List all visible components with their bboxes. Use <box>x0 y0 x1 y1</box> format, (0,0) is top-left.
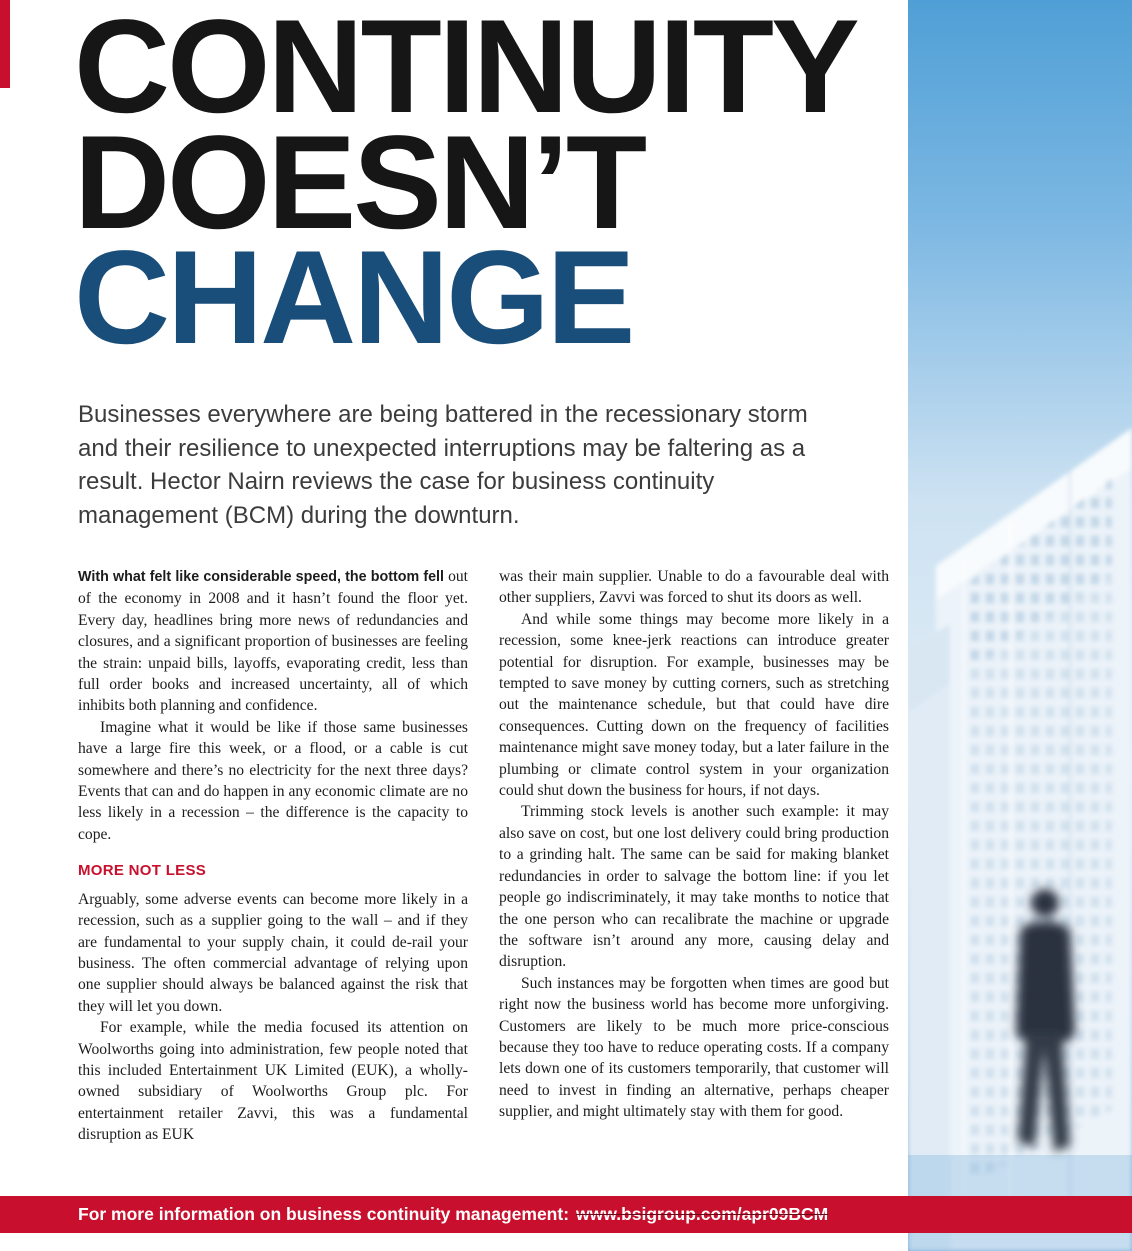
paragraph: was their main supplier. Unable to do a favourable deal with other suppliers, Zavvi was forced to shut its doors as well. <box>499 568 889 607</box>
footer-banner <box>0 1196 1132 1233</box>
paragraph: Such instances may be forgotten when times are good but right now the business world has become more unforgiving. Customers are likely to be much more price-conscious because they too have to reduce operating costs. If a company lets down one of its customers temporarily, that customer will need to invest in finding an alternative, perhaps cheaper supplier, and might ultimately stay with them for good. <box>499 974 889 1121</box>
headline-line-3: CHANGE <box>74 224 633 373</box>
lead-in-bold: With what felt like considerable speed, the bottom fell <box>78 569 444 585</box>
article-columns <box>78 566 890 1146</box>
paragraph <box>78 566 468 717</box>
paragraph: Imagine what it would be like if those same businesses have a large fire this week, or a flood, or a cable is cut somewhere and there’s no electricity for the next three days? Events that can and do happen in any economic climate are no less likely in a recession – the difference is the capacity to cope. <box>78 718 468 843</box>
paragraph: Trimming stock levels is another such example: it may also save on cost, but one lost delivery could bring production to a grinding halt. The same can be said for making blanket redundancies in order to salvage the bottom line: if you let people go indiscriminately, it may take months to notice that the one person who can recalibrate the machine or upgrade the software isn’t around any more, causing delay and disruption. <box>499 803 889 971</box>
city-photo <box>908 0 1132 1251</box>
right-column <box>499 566 889 1146</box>
page-title <box>74 0 857 373</box>
paragraph: And while some things may become more likely in a recession, some knee-jerk reactions can introduce greater potential for disruption. For example, businesses may be tempted to save money by cutting corners, such as stretching out the maintenance schedule, but that could have dire consequences. Cutting down on the frequency of facilities maintenance might save money today, but a later failure in the plumbing or climate control system in your organization could shut down the business for hours, if not days. <box>499 610 889 800</box>
section-subhead: MORE NOT LESS <box>78 862 207 880</box>
left-column <box>78 566 468 1146</box>
standfirst: Businesses everywhere are being battered in the recessionary storm and their resilience to unexpected interruptions may be faltering as a result. Hector Nairn reviews the case for business continuity management (BCM) during the downturn. <box>78 401 808 529</box>
footer-link[interactable]: www.bsigroup.com/apr09BCM <box>576 1204 829 1224</box>
headline-line-2: DOESN’T <box>74 108 645 257</box>
paragraph: Arguably, some adverse events can become more likely in a recession, such as a supplier going to the wall – and if they are fundamental to your supply chain, it could de-rail your business. The often commercial advantage of relying upon one supplier should always be balanced against the risk that they will let you down. <box>78 890 468 1015</box>
top-left-accent-bar <box>0 0 10 88</box>
headline-line-1: CONTINUITY <box>74 0 857 141</box>
footer-label: For more information on business continuity management: <box>78 1204 570 1224</box>
paragraph: For example, while the media focused its attention on Woolworths going into administration, few people noted that this included Entertainment UK Limited (EUK), a wholly-owned subsidiary of Woolworths Group plc. For entertainment retailer Zavvi, this was a fundamental disruption as EUK <box>78 1019 468 1144</box>
paragraph-text: out of the economy in 2008 and it hasn’t found the floor yet. Every day, headlines bring more news of redundancies and closures, and a significant proportion of businesses are feeling the strain: unpaid bills, layoffs, evaporating credit, less than full order books and increased uncertainty, all of which inhibits both planning and confidence. <box>78 568 468 715</box>
